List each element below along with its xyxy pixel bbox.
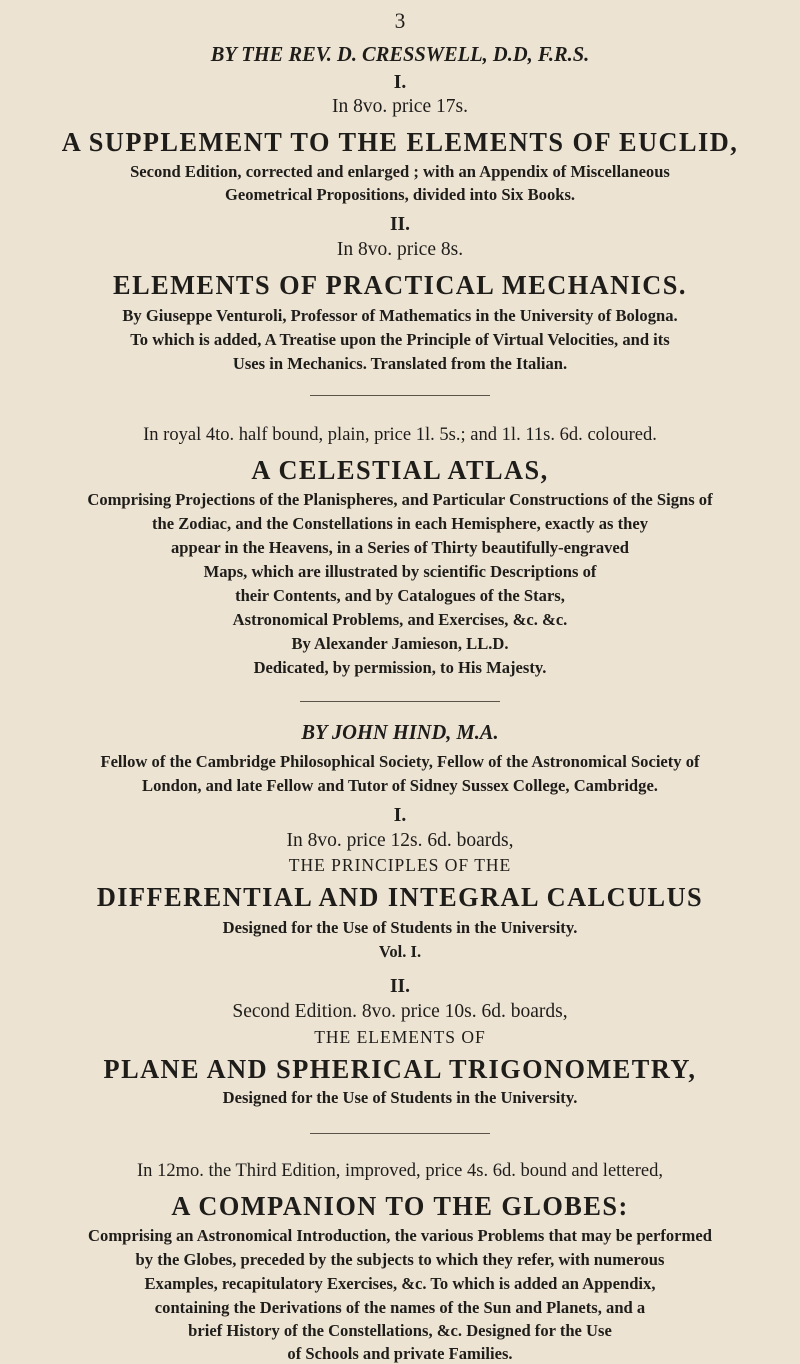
author-affiliation-line: London, and late Fellow and Tutor of Sidney Sussex College, Cambridge. [142, 776, 658, 795]
book-description-line: Uses in Mechanics. Translated from the Italian. [232, 354, 568, 373]
book-title-globes: A COMPANION TO THE GLOBES: [171, 1191, 629, 1221]
book-description-line: their Contents, and by Catalogues of the Stars, [235, 586, 565, 605]
book-description-line: of Schools and private Families. [287, 1344, 513, 1363]
book-description-line: Designed for the Use of Students in the University. [222, 1088, 578, 1107]
item-numeral: I. [393, 71, 407, 93]
author-heading-cresswell: BY THE REV. D. CRESSWELL, D.D, F.R.S. [210, 42, 590, 66]
book-description-line: Geometrical Propositions, divided into Six Books. [224, 185, 576, 204]
book-description-line: Comprising Projections of the Planispheres, and Particular Constructions of the Signs of [87, 490, 713, 509]
item-numeral: II. [389, 975, 411, 997]
page-number: 3 [394, 8, 406, 33]
book-title-atlas: A CELESTIAL ATLAS, [251, 455, 549, 485]
item-price: In royal 4to. half bound, plain, price 1l. 5s.; and 1l. 11s. 6d. coloured. [143, 424, 657, 445]
item-price: Second Edition. 8vo. price 10s. 6d. boards, [232, 1000, 568, 1022]
book-description-line: Designed for the Use of Students in the University. [222, 918, 578, 937]
book-description-line: by the Globes, preceded by the subjects to which they refer, with numerous [135, 1250, 665, 1269]
book-description-line: brief History of the Constellations, &c. Designed for the Use [188, 1321, 612, 1340]
book-author-line: By Alexander Jamieson, LL.D. [291, 634, 509, 653]
book-description-line: appear in the Heavens, in a Series of Thirty beautifully-engraved [171, 538, 629, 557]
book-description-line: Second Edition, corrected and enlarged ; with an Appendix of Miscellaneous [130, 162, 670, 181]
book-description-line: containing the Derivations of the names of the Sun and Planets, and a [154, 1298, 646, 1317]
author-heading-hind: BY JOHN HIND, M.A. [301, 720, 499, 744]
book-title-mechanics: ELEMENTS OF PRACTICAL MECHANICS. [113, 270, 687, 300]
book-description-line: By Giuseppe Venturoli, Professor of Mathematics in the University of Bologna. [122, 306, 678, 325]
book-title-trigonometry: PLANE AND SPHERICAL TRIGONOMETRY, [103, 1054, 697, 1084]
author-affiliation-line: Fellow of the Cambridge Philosophical Society, Fellow of the Astronomical Society of [100, 752, 700, 771]
item-price: In 8vo. price 8s. [336, 238, 464, 260]
item-price: In 12mo. the Third Edition, improved, price 4s. 6d. bound and lettered, [137, 1160, 663, 1181]
book-description-line: Astronomical Problems, and Exercises, &c. &c. [232, 610, 568, 629]
item-numeral: I. [393, 804, 407, 826]
book-description-line: Maps, which are illustrated by scientific Descriptions of [203, 562, 597, 581]
book-pretitle: THE ELEMENTS OF [314, 1027, 486, 1047]
divider-rule [310, 395, 490, 396]
book-description-line: To which is added, A Treatise upon the Principle of Virtual Velocities, and its [130, 330, 670, 349]
book-description-line: Comprising an Astronomical Introduction, the various Problems that may be performed [88, 1226, 712, 1245]
divider-rule [300, 701, 500, 702]
book-description-line: the Zodiac, and the Constellations in each Hemisphere, exactly as they [151, 514, 649, 533]
book-volume: Vol. I. [378, 942, 422, 961]
divider-rule [310, 1133, 490, 1134]
book-title-euclid: A SUPPLEMENT TO THE ELEMENTS OF EUCLID, [61, 127, 739, 157]
book-title-calculus: DIFFERENTIAL AND INTEGRAL CALCULUS [96, 882, 704, 912]
item-price: In 8vo. price 12s. 6d. boards, [286, 829, 514, 851]
item-price: In 8vo. price 17s. [332, 95, 468, 117]
book-dedication-line: Dedicated, by permission, to His Majesty. [253, 658, 547, 677]
book-description-line: Examples, recapitulatory Exercises, &c. To which is added an Appendix, [144, 1274, 656, 1293]
book-pretitle: THE PRINCIPLES OF THE [288, 855, 512, 875]
item-numeral: II. [389, 213, 411, 235]
